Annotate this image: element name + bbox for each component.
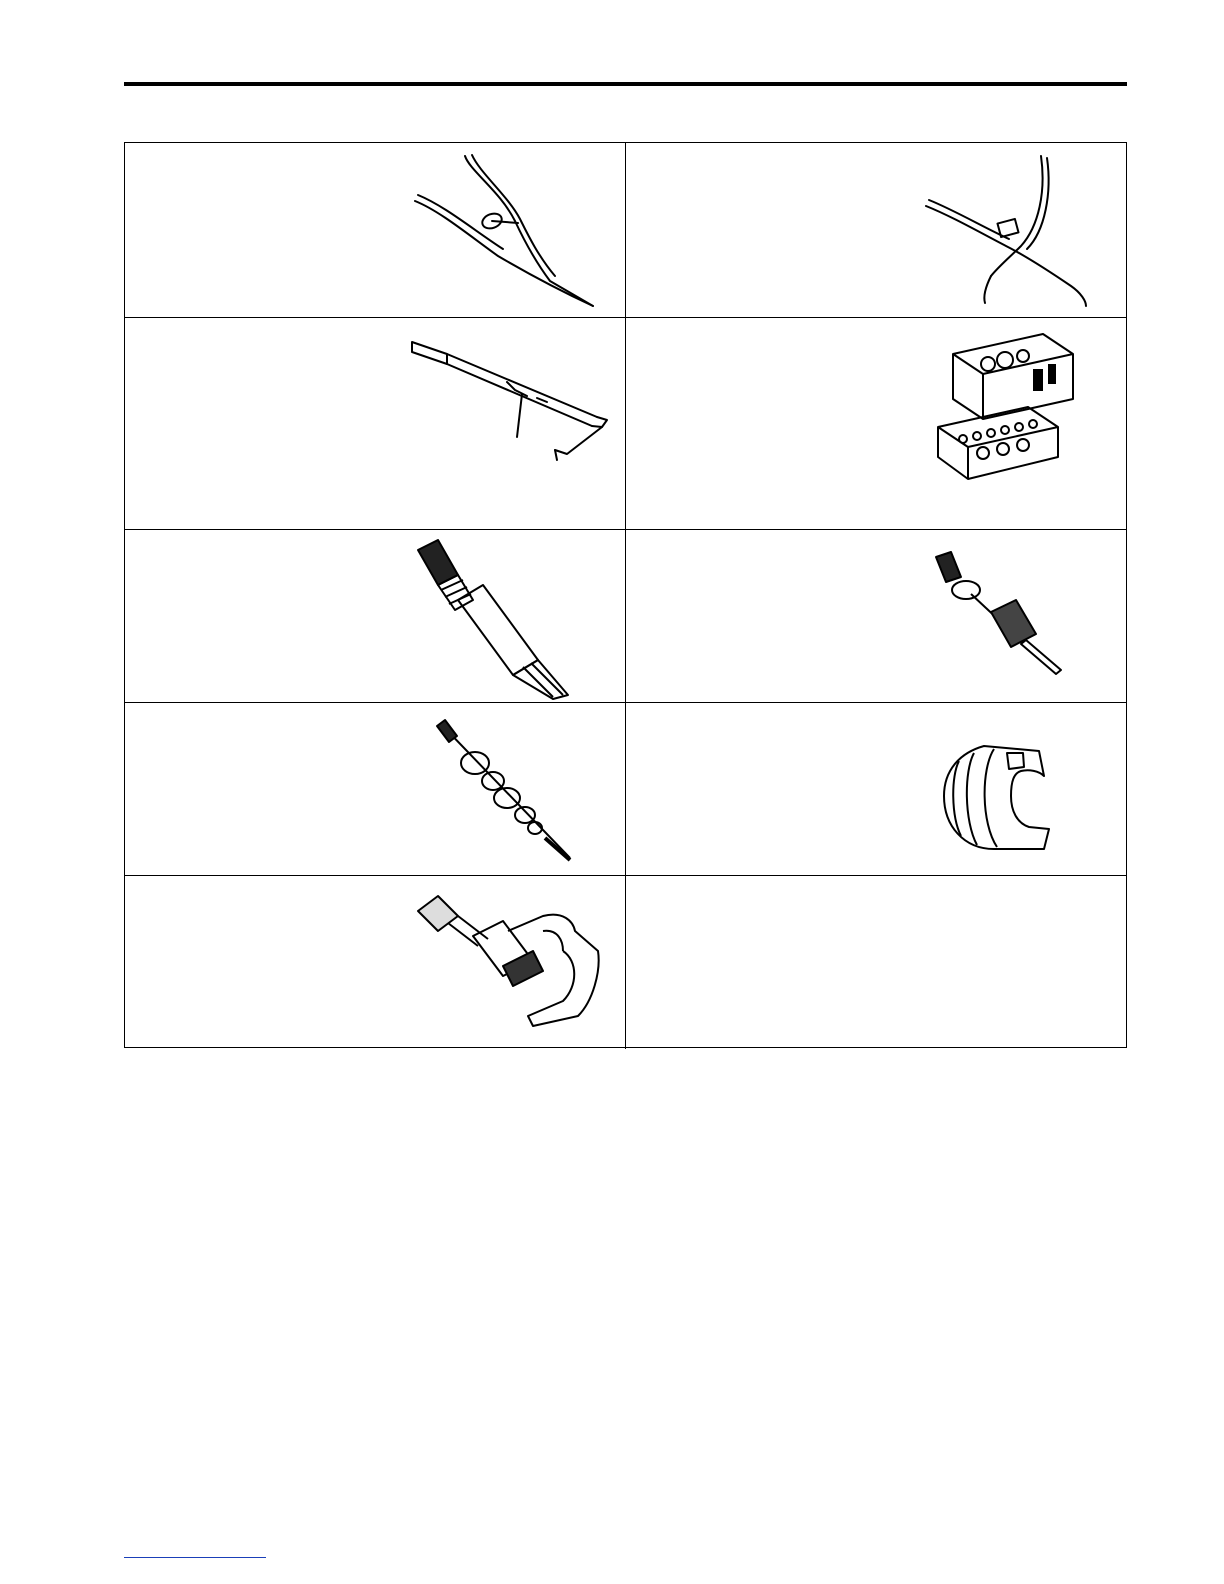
c-frame-press-icon	[413, 891, 603, 1031]
header-rule	[124, 82, 1127, 86]
tool-cell-1	[125, 143, 626, 318]
tool-cell-6	[626, 530, 1127, 703]
collet-bearing-puller-icon	[413, 535, 588, 700]
internal-snap-ring-pliers-icon	[410, 151, 600, 311]
tool-cell-9	[125, 876, 626, 1049]
tool-cell-3	[125, 318, 626, 530]
offset-rod-gauge-icon	[407, 332, 612, 472]
split-clamp-icon	[939, 741, 1059, 853]
tool-cell-8	[626, 703, 1127, 876]
bearing-installer-icon	[435, 718, 575, 863]
tool-cell-5	[125, 530, 626, 703]
tool-cell-4	[626, 318, 1127, 530]
external-snap-ring-pliers-icon	[921, 151, 1096, 311]
socket-set-case-icon	[933, 329, 1078, 484]
slide-hammer-icon	[931, 552, 1071, 677]
footer-link-rule	[124, 1557, 266, 1558]
tool-cell-10-empty	[626, 876, 1127, 1049]
tool-cell-2	[626, 143, 1127, 318]
tool-cell-7	[125, 703, 626, 876]
special-tools-table	[124, 142, 1127, 1048]
